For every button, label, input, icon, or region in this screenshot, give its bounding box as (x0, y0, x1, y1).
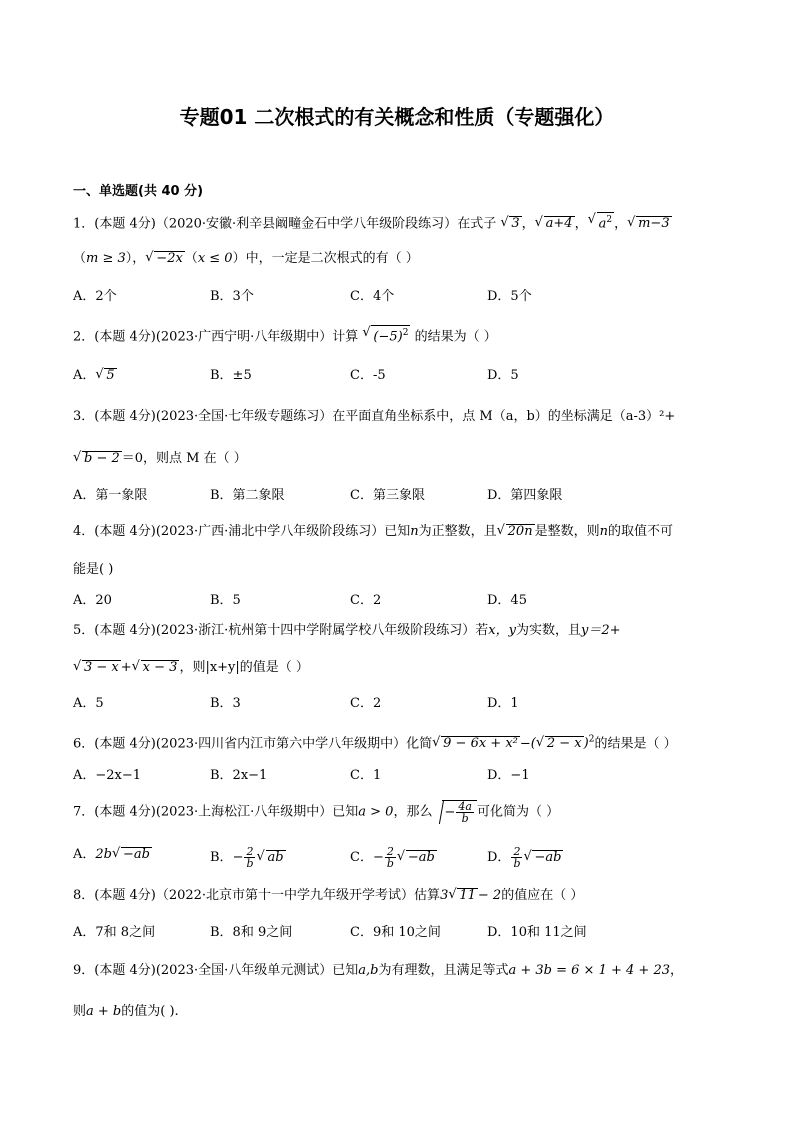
option-b: B．− $\frac{2}{b}$ √ ab (210, 846, 286, 869)
option-b: B．±5 (210, 368, 252, 383)
radical-expression: √ 9 − 6x + x² (432, 735, 520, 753)
question-4-line-1: 4．(本题 4分)(2023·广西·浦北中学八年级阶段练习）已知n为正整数，且√ 20n 是整数，则n的取值不可 (73, 523, 673, 541)
radical-expression: √ 3 (500, 215, 521, 233)
question-1-line-1: 1．(本题 4分)（2020·安徽·利辛县阚疃金石中学八年级阶段练习）在式子 √ 3 ，√ a+4 ，√ $a^2$ ，√ m−3 (73, 212, 672, 233)
question-9-line-2: 则a + b的值为( ). (73, 1004, 179, 1019)
question-6-options (73, 767, 713, 785)
question-1-options (73, 288, 713, 306)
question-2-line-1: 2．(本题 4分)(2023·广西宁明·八年级期中）计算 √ $(-5)^2$ 的结果为（ ） (73, 325, 497, 346)
option-c: C．第三象限 (350, 488, 425, 503)
question-8-line-1: 8．(本题 4分)（2022·北京市第十一中学九年级开学考试）估算3√ 11 − 2的值应在（ ） (73, 887, 583, 905)
question-5-options (73, 695, 713, 713)
question-number: 1． (73, 216, 95, 232)
option-d: D．−1 (487, 768, 530, 783)
page-title: 专题01 二次根式的有关概念和性质（专题强化） (179, 105, 615, 129)
option-a: A．√ 5 (73, 367, 117, 385)
option-b: B．2x−1 (210, 768, 268, 783)
option-a: A．2个 (73, 289, 117, 304)
question-5-line-1: 5．(本题 4分)(2023·浙江·杭州第十四中学附属学校八年级阶段练习）若x，y为实数，且y＝2+ (73, 623, 621, 638)
option-a: A．20 (73, 593, 112, 608)
question-1-line-2: （m ≥ 3），√ −2x （x ≤ 0）中，一定是二次根式的有（ ） (73, 250, 419, 268)
option-a: A．5 (73, 696, 104, 711)
option-a: A．第一象限 (73, 488, 148, 503)
radical-expression: √ b − 2 (73, 450, 122, 468)
option-c: C．2 (350, 593, 382, 608)
radical-expression: √ 3 − x (73, 659, 121, 677)
radical-expression: √ 20n (497, 523, 535, 541)
radical-expression: √ $a^2$ (588, 212, 615, 233)
option-d: D．5个 (487, 289, 532, 304)
question-text: 在式子 (457, 216, 497, 232)
question-3-options (73, 487, 713, 505)
radical-expression: √ $(-5)^2$ (362, 325, 410, 346)
option-b: B．第二象限 (210, 488, 285, 503)
radical-expression: − $\frac{4a}{b}$ (432, 800, 476, 824)
option-d: D．1 (487, 696, 519, 711)
option-c: C．9和 10之间 (350, 925, 441, 940)
option-b: B．8和 9之间 (210, 925, 293, 940)
option-c: C．-5 (350, 368, 386, 383)
option-a: A．7和 8之间 (73, 925, 156, 940)
option-c: C．1 (350, 768, 382, 783)
radical-expression: √ a+4 (535, 215, 575, 233)
option-c: C．− $\frac{2}{b}$ √ −ab (350, 846, 437, 869)
question-3-line-1: 3．(本题 4分)(2023·全国·七年级专题练习）在平面直角坐标系中，点 M（a，b）的坐标满足（a-3）²+ (73, 409, 676, 424)
question-3-line-2: √ b − 2 ＝0，则点 M 在（ ） (73, 450, 247, 468)
option-a: A．2b√ −ab (73, 846, 152, 864)
option-c: C．2 (350, 696, 382, 711)
question-7-line-1: 7．(本题 4分)(2023·上海松江·八年级期中）已知a > 0，那么 − $\frac{4a}{b}$ 可化简为（ ） (73, 800, 560, 825)
question-7-options (73, 845, 713, 870)
question-2-options (73, 367, 713, 385)
option-a: A．−2x−1 (73, 768, 142, 783)
radical-expression: √ −2x (145, 250, 185, 268)
option-b: B．3个 (210, 289, 254, 304)
option-b: B．5 (210, 593, 241, 608)
option-b: B．3 (210, 696, 241, 711)
option-c: C．4个 (350, 289, 395, 304)
question-4-options (73, 592, 713, 610)
question-6-line-1: 6．(本题 4分)(2023·四川省内江市第六中学八年级期中）化简√ 9 − 6x + x² −(√ 2 − x )$^2$的结果是（ ） (73, 731, 677, 753)
option-d: D． $\frac{2}{b}$ √ −ab (487, 846, 563, 869)
question-8-options (73, 924, 713, 942)
question-9-line-1: 9．(本题 4分)(2023·全国·八年级单元测试）已知a,b为有理数，且满足等式a + 3b = 6 × 1 + 4 + 23， (73, 963, 683, 978)
question-source: (本题 4分)（2020·安徽·利辛县阚疃金石中学八年级阶段练习） (94, 216, 458, 232)
option-d: D．45 (487, 593, 527, 608)
option-d: D．10和 11之间 (487, 925, 587, 940)
question-4-line-2: 能是( ) (73, 562, 114, 577)
section-heading: 一、单选题(共 40 分) (73, 184, 204, 199)
radical-expression: √ 11 (448, 887, 478, 905)
question-5-line-2: √ 3 − x +√ x − 3 ，则|x+y|的值是（ ） (73, 659, 309, 677)
radical-expression: √ m−3 (627, 215, 672, 233)
equation: a + 3b = 6 × 1 + 4 + 23 (508, 963, 670, 978)
option-d: D．第四象限 (487, 488, 563, 503)
option-d: D．5 (487, 368, 519, 383)
radical-expression: √ x − 3 (132, 659, 180, 677)
